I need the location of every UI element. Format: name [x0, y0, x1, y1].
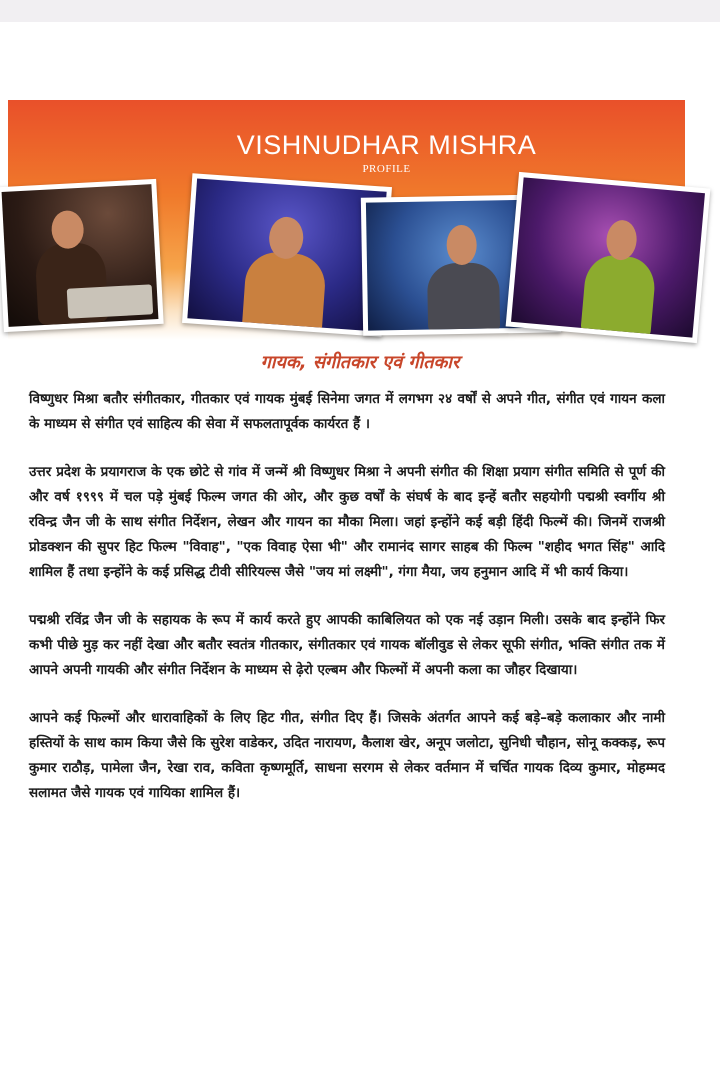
paragraph-independent-career: पद्मश्री रविंद्र जैन जी के सहायक के रूप में कार्य करते हुए आपकी काबिलियत को एक नई उड़ान मिली। उसके बाद इन्होंने फिर कभी पीछे मुड़ कर नहीं देखा और बतौर स्वतंत्र गीतकार, संगीतकार एवं गायक बॉलीवुड से लेकर सूफी संगीत, भक्ति संगीत तक में आपने अपनी गायकी और संगीत निर्देशन के माध्यम से ढ़ेरो एल्बम और फिल्मों में अपनी कला का जौहर दिखाया। — [29, 612, 665, 678]
photo-singer-at-harmonium — [0, 179, 164, 332]
paragraph-collaborations: आपने कई फिल्मों और धारावाहिकों के लिए हिट गीत, संगीत दिए हैं। जिसके अंतर्गत आपने कई बड़े–बड़े कलाकार और नामी हस्तियों के साथ काम किया जैसे कि सुरेश वाडेकर, उदित नारायण, कैलाश खेर, अनूप जलोटा, सुनिधी चौहान, सोनू कक्कड़, रूप कुमार राठौड़, पामेला जैन, रेखा राव, कविता कृष्णमूर्ति, साधना सरगम से लेकर वर्तमान में चर्चित गायक दिव्य कुमार, मोहम्मद सलामत जैसे गायक एवं गायिका शामिल हैं। — [29, 710, 665, 801]
banner-subtitle: PROFILE — [362, 163, 411, 175]
paragraph-intro: विष्णुधर मिश्रा बतौर संगीतकार, गीतकार एवं गायक मुंबई सिनेमा जगत में लगभग २४ वर्षों से अपने गीत, संगीत एवं गायन कला के माध्यम से संगीत एवं साहित्य की सेवा में सफलतापूर्वक कार्यरत हैं । — [29, 391, 665, 432]
photo-singer-with-microphone — [506, 172, 711, 343]
banner-title: VISHNUDHAR MISHRA — [236, 130, 537, 160]
top-strip — [0, 0, 720, 22]
section-heading: गायक, संगीतकार एवं गीतकार — [260, 352, 460, 373]
profile-text — [29, 387, 665, 829]
paragraph-early-career: उत्तर प्रदेश के प्रयागराज के एक छोटे से गांव में जन्में श्री विष्णुधर मिश्रा ने अपनी संगीत की शिक्षा प्रयाग संगीत समिति से पूर्ण की और वर्ष १९९९ में चल पड़े मुंबई फिल्म जगत की ओर, और कुछ वर्षों के संघर्ष के बाद इन्हें बतौर सहयोगी पद्मश्री स्वर्गीय श्री रविन्द्र जैन जी के साथ संगीत निर्देशन, लेखन और गायन का मौका मिला। जहां इन्होंने कई बड़ी हिंदी फिल्में की। जिनमें राजश्री प्रोडक्शन की सुपर हिट फिल्म "विवाह", "एक विवाह ऐसा भी" और रामानंद सागर साहब की फिल्म "शहीद भगत सिंह" आदि शामिल हैं तथा इन्होंने के कई प्रसिद्ध टीवी सीरियल्स जैसे "जय मां लक्ष्मी", गंगा मैया, जय हनुमान आदि में भी कार्य किया। — [29, 464, 665, 580]
